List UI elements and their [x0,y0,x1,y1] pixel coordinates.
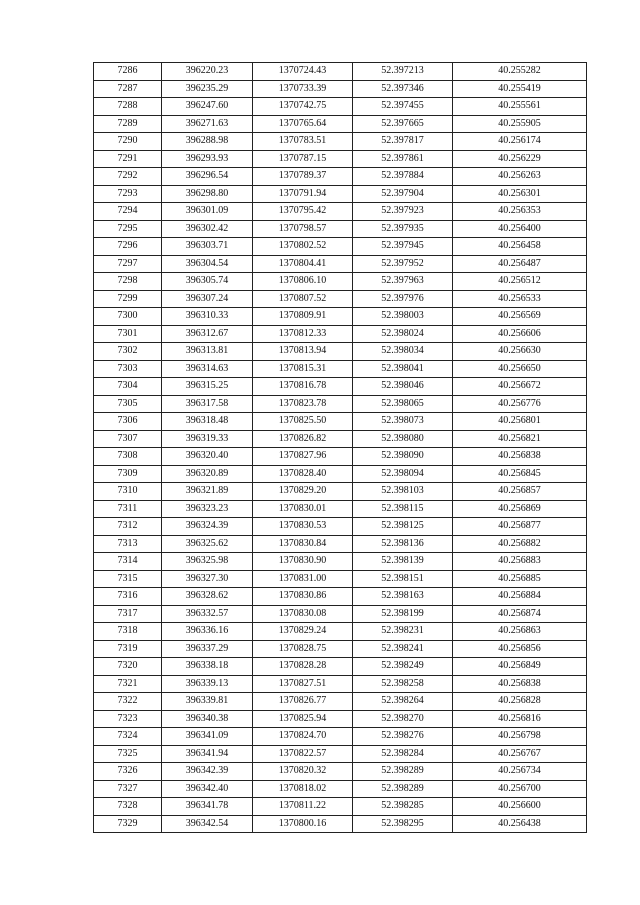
x-coordinate-cell: 396314.63 [162,360,253,378]
table-row [94,360,587,378]
table-row [94,220,587,238]
latitude-cell: 52.397346 [353,80,453,98]
longitude-cell: 40.256263 [453,168,587,186]
table-row [94,308,587,326]
y-coordinate-cell: 1370827.96 [253,448,353,466]
table-row [94,413,587,431]
y-coordinate-cell: 1370733.39 [253,80,353,98]
y-coordinate-cell: 1370809.91 [253,308,353,326]
longitude-cell: 40.256856 [453,640,587,658]
point-number-cell: 7311 [94,500,162,518]
x-coordinate-cell: 396328.62 [162,588,253,606]
latitude-cell: 52.398199 [353,605,453,623]
longitude-cell: 40.256863 [453,623,587,641]
latitude-cell: 52.398241 [353,640,453,658]
longitude-cell: 40.256845 [453,465,587,483]
table-row [94,745,587,763]
y-coordinate-cell: 1370824.70 [253,728,353,746]
point-number-cell: 7308 [94,448,162,466]
latitude-cell: 52.398295 [353,815,453,833]
latitude-cell: 52.397213 [353,63,453,81]
y-coordinate-cell: 1370811.22 [253,798,353,816]
table-row [94,343,587,361]
latitude-cell: 52.398115 [353,500,453,518]
y-coordinate-cell: 1370724.43 [253,63,353,81]
longitude-cell: 40.256877 [453,518,587,536]
latitude-cell: 52.398046 [353,378,453,396]
table-row [94,500,587,518]
table-row [94,465,587,483]
table-row [94,255,587,273]
y-coordinate-cell: 1370765.64 [253,115,353,133]
point-number-cell: 7300 [94,308,162,326]
table-row [94,640,587,658]
x-coordinate-cell: 396271.63 [162,115,253,133]
longitude-cell: 40.256458 [453,238,587,256]
x-coordinate-cell: 396325.98 [162,553,253,571]
y-coordinate-cell: 1370804.41 [253,255,353,273]
latitude-cell: 52.397817 [353,133,453,151]
table-row [94,448,587,466]
longitude-cell: 40.256838 [453,448,587,466]
latitude-cell: 52.398094 [353,465,453,483]
x-coordinate-cell: 396339.13 [162,675,253,693]
y-coordinate-cell: 1370798.57 [253,220,353,238]
longitude-cell: 40.255419 [453,80,587,98]
latitude-cell: 52.397952 [353,255,453,273]
y-coordinate-cell: 1370826.82 [253,430,353,448]
y-coordinate-cell: 1370783.51 [253,133,353,151]
x-coordinate-cell: 396247.60 [162,98,253,116]
x-coordinate-cell: 396339.81 [162,693,253,711]
point-number-cell: 7290 [94,133,162,151]
x-coordinate-cell: 396302.42 [162,220,253,238]
longitude-cell: 40.255905 [453,115,587,133]
x-coordinate-cell: 396296.54 [162,168,253,186]
y-coordinate-cell: 1370742.75 [253,98,353,116]
table-row [94,185,587,203]
table-row [94,518,587,536]
longitude-cell: 40.256883 [453,553,587,571]
point-number-cell: 7313 [94,535,162,553]
point-number-cell: 7324 [94,728,162,746]
y-coordinate-cell: 1370813.94 [253,343,353,361]
point-number-cell: 7312 [94,518,162,536]
x-coordinate-cell: 396342.40 [162,780,253,798]
point-number-cell: 7305 [94,395,162,413]
table-row [94,535,587,553]
y-coordinate-cell: 1370815.31 [253,360,353,378]
latitude-cell: 52.398284 [353,745,453,763]
longitude-cell: 40.256849 [453,658,587,676]
latitude-cell: 52.397884 [353,168,453,186]
longitude-cell: 40.255282 [453,63,587,81]
latitude-cell: 52.398270 [353,710,453,728]
x-coordinate-cell: 396342.54 [162,815,253,833]
table-row [94,273,587,291]
x-coordinate-cell: 396321.89 [162,483,253,501]
x-coordinate-cell: 396312.67 [162,325,253,343]
y-coordinate-cell: 1370825.94 [253,710,353,728]
latitude-cell: 52.398090 [353,448,453,466]
point-number-cell: 7317 [94,605,162,623]
point-number-cell: 7301 [94,325,162,343]
y-coordinate-cell: 1370800.16 [253,815,353,833]
x-coordinate-cell: 396338.18 [162,658,253,676]
longitude-cell: 40.256885 [453,570,587,588]
table-row [94,798,587,816]
longitude-cell: 40.256798 [453,728,587,746]
x-coordinate-cell: 396307.24 [162,290,253,308]
latitude-cell: 52.398125 [353,518,453,536]
longitude-cell: 40.256353 [453,203,587,221]
y-coordinate-cell: 1370830.84 [253,535,353,553]
y-coordinate-cell: 1370807.52 [253,290,353,308]
x-coordinate-cell: 396318.48 [162,413,253,431]
point-number-cell: 7302 [94,343,162,361]
x-coordinate-cell: 396305.74 [162,273,253,291]
x-coordinate-cell: 396324.39 [162,518,253,536]
x-coordinate-cell: 396301.09 [162,203,253,221]
longitude-cell: 40.256882 [453,535,587,553]
longitude-cell: 40.256174 [453,133,587,151]
point-number-cell: 7289 [94,115,162,133]
x-coordinate-cell: 396293.93 [162,150,253,168]
point-number-cell: 7287 [94,80,162,98]
point-number-cell: 7297 [94,255,162,273]
x-coordinate-cell: 396310.33 [162,308,253,326]
latitude-cell: 52.398003 [353,308,453,326]
latitude-cell: 52.397935 [353,220,453,238]
latitude-cell: 52.398103 [353,483,453,501]
point-number-cell: 7329 [94,815,162,833]
latitude-cell: 52.398041 [353,360,453,378]
longitude-cell: 40.256400 [453,220,587,238]
table-row [94,605,587,623]
x-coordinate-cell: 396341.09 [162,728,253,746]
point-number-cell: 7303 [94,360,162,378]
coordinates-table [93,62,587,833]
longitude-cell: 40.255561 [453,98,587,116]
y-coordinate-cell: 1370787.15 [253,150,353,168]
point-number-cell: 7319 [94,640,162,658]
y-coordinate-cell: 1370829.20 [253,483,353,501]
latitude-cell: 52.397904 [353,185,453,203]
point-number-cell: 7314 [94,553,162,571]
longitude-cell: 40.256776 [453,395,587,413]
x-coordinate-cell: 396327.30 [162,570,253,588]
y-coordinate-cell: 1370828.75 [253,640,353,658]
latitude-cell: 52.398024 [353,325,453,343]
table-row [94,763,587,781]
y-coordinate-cell: 1370823.78 [253,395,353,413]
y-coordinate-cell: 1370831.00 [253,570,353,588]
longitude-cell: 40.256767 [453,745,587,763]
x-coordinate-cell: 396342.39 [162,763,253,781]
table-row [94,483,587,501]
point-number-cell: 7309 [94,465,162,483]
latitude-cell: 52.398080 [353,430,453,448]
table-row [94,553,587,571]
y-coordinate-cell: 1370791.94 [253,185,353,203]
y-coordinate-cell: 1370830.53 [253,518,353,536]
y-coordinate-cell: 1370820.32 [253,763,353,781]
x-coordinate-cell: 396317.58 [162,395,253,413]
x-coordinate-cell: 396235.29 [162,80,253,98]
x-coordinate-cell: 396319.33 [162,430,253,448]
longitude-cell: 40.256816 [453,710,587,728]
table-row [94,780,587,798]
longitude-cell: 40.256487 [453,255,587,273]
x-coordinate-cell: 396304.54 [162,255,253,273]
longitude-cell: 40.256438 [453,815,587,833]
y-coordinate-cell: 1370829.24 [253,623,353,641]
point-number-cell: 7321 [94,675,162,693]
table-row [94,570,587,588]
point-number-cell: 7315 [94,570,162,588]
x-coordinate-cell: 396320.89 [162,465,253,483]
longitude-cell: 40.256838 [453,675,587,693]
table-row [94,815,587,833]
point-number-cell: 7295 [94,220,162,238]
longitude-cell: 40.256801 [453,413,587,431]
y-coordinate-cell: 1370812.33 [253,325,353,343]
longitude-cell: 40.256229 [453,150,587,168]
y-coordinate-cell: 1370789.37 [253,168,353,186]
latitude-cell: 52.397976 [353,290,453,308]
point-number-cell: 7316 [94,588,162,606]
point-number-cell: 7325 [94,745,162,763]
longitude-cell: 40.256821 [453,430,587,448]
x-coordinate-cell: 396220.23 [162,63,253,81]
y-coordinate-cell: 1370830.08 [253,605,353,623]
longitude-cell: 40.256700 [453,780,587,798]
latitude-cell: 52.398136 [353,535,453,553]
x-coordinate-cell: 396288.98 [162,133,253,151]
latitude-cell: 52.398163 [353,588,453,606]
latitude-cell: 52.398231 [353,623,453,641]
x-coordinate-cell: 396323.23 [162,500,253,518]
latitude-cell: 52.398289 [353,763,453,781]
coordinates-table-body [94,63,587,833]
latitude-cell: 52.397963 [353,273,453,291]
y-coordinate-cell: 1370825.50 [253,413,353,431]
point-number-cell: 7288 [94,98,162,116]
latitude-cell: 52.398139 [353,553,453,571]
point-number-cell: 7320 [94,658,162,676]
table-row [94,115,587,133]
x-coordinate-cell: 396332.57 [162,605,253,623]
table-row [94,80,587,98]
latitude-cell: 52.397923 [353,203,453,221]
table-row [94,395,587,413]
latitude-cell: 52.398151 [353,570,453,588]
y-coordinate-cell: 1370818.02 [253,780,353,798]
longitude-cell: 40.256630 [453,343,587,361]
longitude-cell: 40.256828 [453,693,587,711]
y-coordinate-cell: 1370806.10 [253,273,353,291]
point-number-cell: 7298 [94,273,162,291]
point-number-cell: 7306 [94,413,162,431]
table-row [94,430,587,448]
point-number-cell: 7326 [94,763,162,781]
point-number-cell: 7327 [94,780,162,798]
latitude-cell: 52.397455 [353,98,453,116]
point-number-cell: 7292 [94,168,162,186]
x-coordinate-cell: 396341.78 [162,798,253,816]
table-row [94,693,587,711]
longitude-cell: 40.256734 [453,763,587,781]
longitude-cell: 40.256533 [453,290,587,308]
point-number-cell: 7286 [94,63,162,81]
latitude-cell: 52.398289 [353,780,453,798]
point-number-cell: 7296 [94,238,162,256]
x-coordinate-cell: 396337.29 [162,640,253,658]
table-row [94,378,587,396]
table-row [94,588,587,606]
point-number-cell: 7310 [94,483,162,501]
point-number-cell: 7318 [94,623,162,641]
table-row [94,203,587,221]
table-row [94,325,587,343]
table-row [94,63,587,81]
longitude-cell: 40.256301 [453,185,587,203]
y-coordinate-cell: 1370795.42 [253,203,353,221]
y-coordinate-cell: 1370830.86 [253,588,353,606]
y-coordinate-cell: 1370826.77 [253,693,353,711]
point-number-cell: 7304 [94,378,162,396]
table-row [94,98,587,116]
y-coordinate-cell: 1370816.78 [253,378,353,396]
point-number-cell: 7291 [94,150,162,168]
latitude-cell: 52.398249 [353,658,453,676]
x-coordinate-cell: 396298.80 [162,185,253,203]
x-coordinate-cell: 396336.16 [162,623,253,641]
x-coordinate-cell: 396315.25 [162,378,253,396]
longitude-cell: 40.256857 [453,483,587,501]
y-coordinate-cell: 1370828.40 [253,465,353,483]
longitude-cell: 40.256569 [453,308,587,326]
table-row [94,658,587,676]
y-coordinate-cell: 1370822.57 [253,745,353,763]
longitude-cell: 40.256869 [453,500,587,518]
point-number-cell: 7307 [94,430,162,448]
table-row [94,238,587,256]
longitude-cell: 40.256874 [453,605,587,623]
x-coordinate-cell: 396313.81 [162,343,253,361]
y-coordinate-cell: 1370830.01 [253,500,353,518]
point-number-cell: 7328 [94,798,162,816]
y-coordinate-cell: 1370828.28 [253,658,353,676]
table-row [94,675,587,693]
table-row [94,728,587,746]
latitude-cell: 52.398073 [353,413,453,431]
latitude-cell: 52.398065 [353,395,453,413]
y-coordinate-cell: 1370830.90 [253,553,353,571]
table-row [94,133,587,151]
table-row [94,710,587,728]
table-row [94,150,587,168]
longitude-cell: 40.256606 [453,325,587,343]
longitude-cell: 40.256884 [453,588,587,606]
point-number-cell: 7294 [94,203,162,221]
latitude-cell: 52.398034 [353,343,453,361]
latitude-cell: 52.397945 [353,238,453,256]
y-coordinate-cell: 1370827.51 [253,675,353,693]
point-number-cell: 7293 [94,185,162,203]
x-coordinate-cell: 396341.94 [162,745,253,763]
point-number-cell: 7299 [94,290,162,308]
latitude-cell: 52.397861 [353,150,453,168]
table-row [94,168,587,186]
latitude-cell: 52.397665 [353,115,453,133]
x-coordinate-cell: 396325.62 [162,535,253,553]
longitude-cell: 40.256650 [453,360,587,378]
longitude-cell: 40.256600 [453,798,587,816]
table-row [94,623,587,641]
latitude-cell: 52.398264 [353,693,453,711]
x-coordinate-cell: 396320.40 [162,448,253,466]
table-row [94,290,587,308]
latitude-cell: 52.398285 [353,798,453,816]
x-coordinate-cell: 396340.38 [162,710,253,728]
x-coordinate-cell: 396303.71 [162,238,253,256]
latitude-cell: 52.398258 [353,675,453,693]
longitude-cell: 40.256512 [453,273,587,291]
point-number-cell: 7322 [94,693,162,711]
latitude-cell: 52.398276 [353,728,453,746]
longitude-cell: 40.256672 [453,378,587,396]
point-number-cell: 7323 [94,710,162,728]
y-coordinate-cell: 1370802.52 [253,238,353,256]
